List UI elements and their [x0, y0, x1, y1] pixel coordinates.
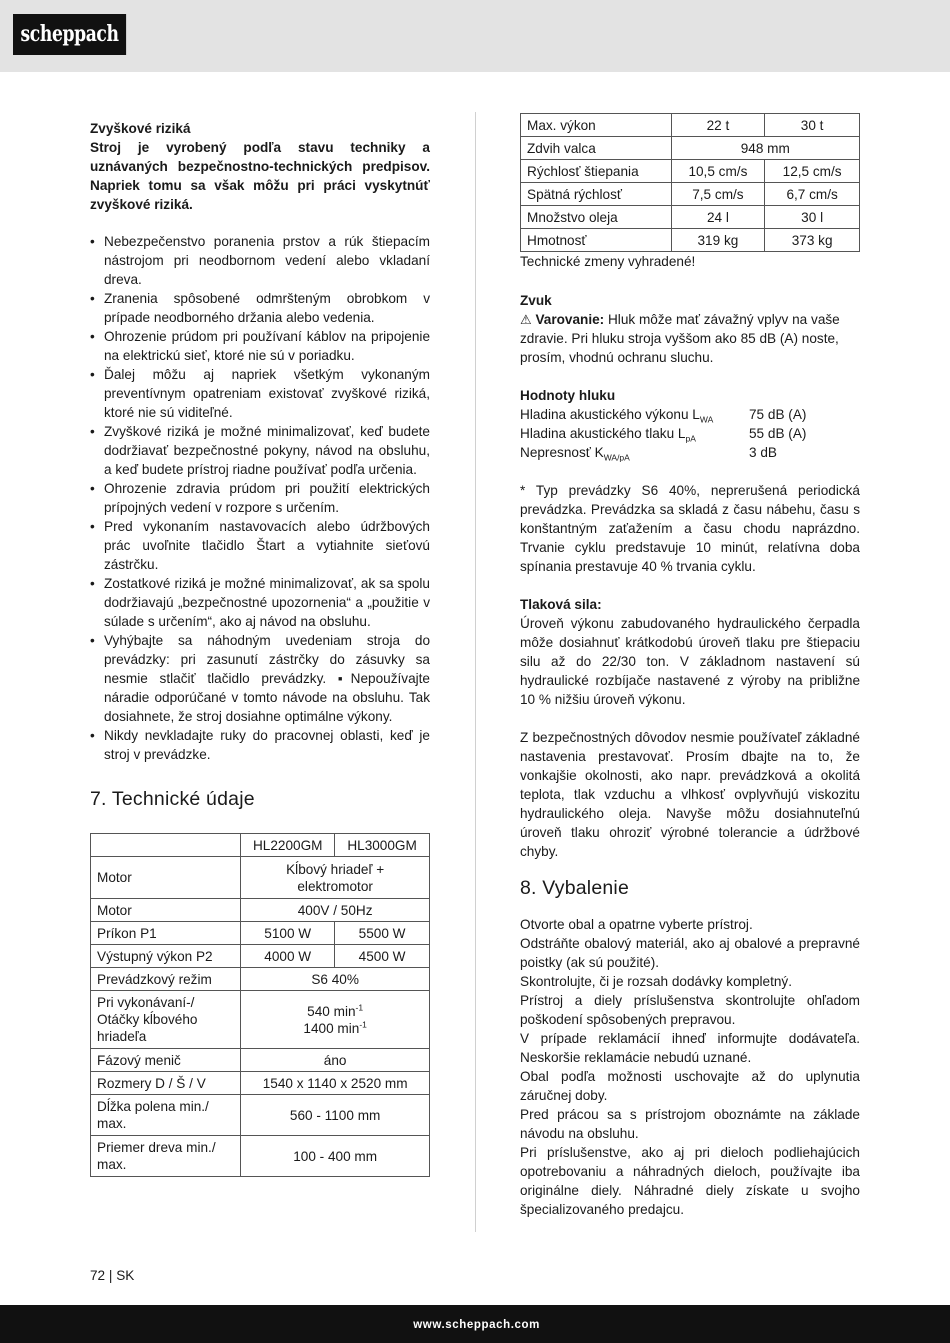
table-cell: Kĺbový hriadeľ + elektromotor	[241, 857, 430, 899]
page-header	[0, 0, 950, 72]
table-cell: 5100 W	[241, 922, 335, 945]
scheppach-logo: scheppach	[13, 14, 126, 55]
table-row	[91, 991, 430, 1049]
table-cell: 24 l	[671, 206, 765, 229]
pressure-title: Tlaková sila:	[520, 597, 602, 612]
table-cell: Spätná rýchlosť	[521, 183, 672, 206]
list-item: • Ďalej môžu aj napriek všetkým vykonaným preventívnym opatreniam existovať zvyškové riziká, ktoré nie sú viditeľné.	[90, 365, 430, 422]
table-row	[91, 1049, 430, 1072]
table-cell: Rýchlosť štiepania	[521, 160, 672, 183]
table-cell: Hmotnosť	[521, 229, 672, 252]
website-link[interactable]: www.scheppach.com	[413, 1319, 540, 1331]
table-cell: Dĺžka polena min./ max.	[91, 1095, 241, 1136]
column-divider	[475, 112, 476, 1232]
list-item: • Zvyškové riziká je možné minimalizovať, keď budete dodržiavať bezpečnostné pokyny, návod na obsluhu, a keď budete prístroj riadne používať podľa určenia.	[90, 422, 430, 479]
table-cell: 30 l	[765, 206, 860, 229]
technical-data-table	[90, 833, 430, 1177]
noise-subscript: WA	[699, 414, 714, 425]
table-row	[91, 1072, 430, 1095]
section-8-heading: 8. Vybalenie	[520, 877, 630, 899]
list-item: Otvorte obal a opatrne vyberte prístroj.	[520, 917, 753, 932]
table-cell: 30 t	[765, 114, 860, 137]
noise-label: Nepresnosť K	[520, 445, 604, 460]
risk-title: Zvyškové riziká	[90, 121, 191, 136]
duty-cycle-note: * Typ prevádzky S6 40%, neprerušená periodická prevádzka. Prevádzka sa skladá z času nábehu, času s konštantným zaťažením a času chodu naprázdno. Trvanie cyklu predstavuje 10 minút, relatívna doba spínania prestavuje 40 % trvania cyklu.	[520, 483, 860, 574]
noise-row	[520, 443, 860, 462]
table-cell: Max. výkon	[521, 114, 672, 137]
table-header-cell: HL3000GM	[335, 834, 430, 857]
table-cell: Fázový menič	[91, 1049, 241, 1072]
table-cell: 10,5 cm/s	[671, 160, 765, 183]
section-7-heading: 7. Technické údaje	[90, 788, 255, 810]
right-column	[520, 113, 860, 1219]
table-cell: 560 - 1100 mm	[241, 1095, 430, 1136]
list-item: Odstráňte obalový materiál, ako aj obalové a prepravné poistky (ak sú použité).	[520, 936, 860, 970]
risk-intro: Stroj je vyrobený podľa stavu techniky a uznávaných bezpečnostno-technických predpisov. Napriek tomu sa však môžu pri práci vyskytnúť zvyškové riziká.	[90, 140, 430, 212]
noise-value: 3 dB	[749, 445, 777, 460]
noise-subscript: WA/pA	[603, 452, 630, 463]
table-cell: 6,7 cm/s	[765, 183, 860, 206]
table-cell: 5500 W	[335, 922, 430, 945]
table-cell: Pri vykonávaní-/ Otáčky kĺbového hriadeľa	[91, 991, 241, 1049]
unpack-instructions	[520, 915, 860, 1219]
table-row	[91, 857, 430, 899]
table-cell: 4000 W	[241, 945, 335, 968]
list-item: Prístroj a diely príslušenstva skontrolujte ohľadom poškodení spôsobených prepravou.	[520, 993, 860, 1027]
page-footer	[0, 1305, 950, 1343]
pressure-paragraph: Z bezpečnostných dôvodov nesmie používateľ základné nastavenia prestavovať. Prosím dbajte na to, že vonkajšie okolnosti, ako napr. prevádzková a okolitá teplota, tlak vzduchu a vlhkosť ovplyvňujú viskozitu hydraulického oleja. Navyše môžu dosiahnuteľnú úroveň tlaku ohroziť výrobné tolerancie a údržbové chyby.	[520, 730, 860, 859]
left-column	[90, 119, 430, 1177]
table-cell	[241, 991, 430, 1049]
table-row	[91, 1136, 430, 1177]
table-cell: Priemer dreva min./ max.	[91, 1136, 241, 1177]
table-cell: Rozmery D / Š / V	[91, 1072, 241, 1095]
table-cell: Prevádzkový režim	[91, 968, 241, 991]
table-cell: 7,5 cm/s	[671, 183, 765, 206]
table-row	[91, 834, 430, 857]
table-row	[91, 922, 430, 945]
list-item: • Ohrozenie prúdom pri používaní káblov na pripojenie na elektrickú sieť, ktoré nie sú v poriadku.	[90, 327, 430, 365]
table-row	[521, 229, 860, 252]
page-number: 72 | SK	[90, 1268, 135, 1283]
list-item: • Ohrozenie zdravia prúdom pri použití elektrických prípojných vedení v rozpore s určením.	[90, 479, 430, 517]
table-cell: 948 mm	[671, 137, 859, 160]
table-cell: áno	[241, 1049, 430, 1072]
speed-value-1: 540 min	[307, 1003, 356, 1019]
noise-title: Hodnoty hluku	[520, 388, 616, 403]
table-cell: 4500 W	[335, 945, 430, 968]
tech-changes-note: Technické zmeny vyhradené!	[520, 254, 696, 269]
list-item: V prípade reklamácií ihneď informujte dodávateľa. Neskoršie reklamácie nebudú uznané.	[520, 1031, 860, 1065]
risk-list	[90, 232, 430, 764]
noise-value: 55 dB (A)	[749, 426, 807, 441]
table-cell: 100 - 400 mm	[241, 1136, 430, 1177]
noise-label: Hladina akustického výkonu L	[520, 407, 700, 422]
table-cell: Výstupný výkon P2	[91, 945, 241, 968]
table-cell: 12,5 cm/s	[765, 160, 860, 183]
warning-paragraph	[520, 310, 860, 367]
list-item: Pri príslušenstve, ako aj pri dieloch podliehajúcich opotrebovaniu a náhradných dieloch, používajte iba originálne diely. Náhradné diely získate u svojho špecializovaného predajcu.	[520, 1145, 860, 1217]
table-cell: 400V / 50Hz	[241, 899, 430, 922]
list-item: Pred prácou sa s prístrojom oboznámte na základe návodu na obsluhu.	[520, 1107, 860, 1141]
table-cell: 373 kg	[765, 229, 860, 252]
speed-exponent: -1	[355, 1001, 364, 1012]
noise-label: Hladina akustického tlaku L	[520, 426, 686, 441]
table-row	[521, 137, 860, 160]
table-cell: Motor	[91, 857, 241, 899]
table-row	[91, 968, 430, 991]
table-cell: 22 t	[671, 114, 765, 137]
table-cell: Príkon P1	[91, 922, 241, 945]
noise-row	[520, 405, 860, 424]
technical-data-table-continued	[520, 113, 860, 252]
speed-value-2: 1400 min	[303, 1020, 360, 1036]
table-cell: 1540 x 1140 x 2520 mm	[241, 1072, 430, 1095]
list-item: • Pred vykonaním nastavovacích alebo údržbových prác uvoľnite tlačidlo Štart a vytiahnite sieťovú zástrčku.	[90, 517, 430, 574]
warning-label: Varovanie:	[535, 312, 605, 327]
table-row	[91, 1095, 430, 1136]
noise-subscript: pA	[685, 433, 696, 444]
list-item: • Zranenia spôsobené odmršteným obrobkom v prípade neodborného držania alebo vedenia.	[90, 289, 430, 327]
table-cell: Zdvih valca	[521, 137, 672, 160]
warning-triangle-icon: ⚠	[520, 312, 532, 327]
list-item: • Zostatkové riziká je možné minimalizovať, ak sa spolu dodržiavajú „bezpečnostné upozornenia“ a „použitie v súlade s určením“, ako aj návod na obsluhu.	[90, 574, 430, 631]
list-item: Skontrolujte, či je rozsah dodávky kompletný.	[520, 974, 793, 989]
table-row	[521, 114, 860, 137]
list-item: • Nebezpečenstvo poranenia prstov a rúk štiepacím nástrojom pri neodbornom vedení alebo vkladaní dreva.	[90, 232, 430, 289]
table-row	[521, 206, 860, 229]
sound-title: Zvuk	[520, 293, 552, 308]
table-cell	[91, 834, 241, 857]
table-row	[521, 160, 860, 183]
list-item: • Nikdy nevkladajte ruky do pracovnej oblasti, keď je stroj v prevádzke.	[90, 726, 430, 764]
warning-text: Hluk môže mať závažný vplyv na vaše zdravie. Pri hluku stroja vyššom ako 85 dB (A) noste, prosím, vhodnú ochranu sluchu.	[520, 312, 840, 365]
table-cell: Motor	[91, 899, 241, 922]
table-header-cell: HL2200GM	[241, 834, 335, 857]
list-item: • Vyhýbajte sa náhodným uvedeniam stroja do prevádzky: pri zasunutí zástrčky do zásuvky sa nesmie stlačiť tlačidlo prevádzky. ▪Nepoužívajte náradie odporúčané v tomto návode na obsluhu. Tak dosiahnete, že stroj dosiahne optimálne výkony.	[90, 631, 430, 726]
table-cell: Množstvo oleja	[521, 206, 672, 229]
list-item: Obal podľa možnosti uschovajte až do uplynutia záručnej doby.	[520, 1069, 860, 1103]
speed-exponent: -1	[359, 1018, 367, 1029]
pressure-paragraph: Úroveň výkonu zabudovaného hydraulického čerpadla môže dosiahnuť krátkodobú úroveň tlaku pre štiepaciu silu až do 22/30 ton. V základnom nastavení sú hydraulické rozbíjače nastavené z výroby na približne 10 % nižšiu úroveň výkonu.	[520, 616, 860, 707]
table-cell: 319 kg	[671, 229, 765, 252]
table-row	[521, 183, 860, 206]
noise-row	[520, 424, 860, 443]
table-cell: S6 40%	[241, 968, 430, 991]
table-row	[91, 945, 430, 968]
table-row	[91, 899, 430, 922]
noise-value: 75 dB (A)	[749, 407, 807, 422]
